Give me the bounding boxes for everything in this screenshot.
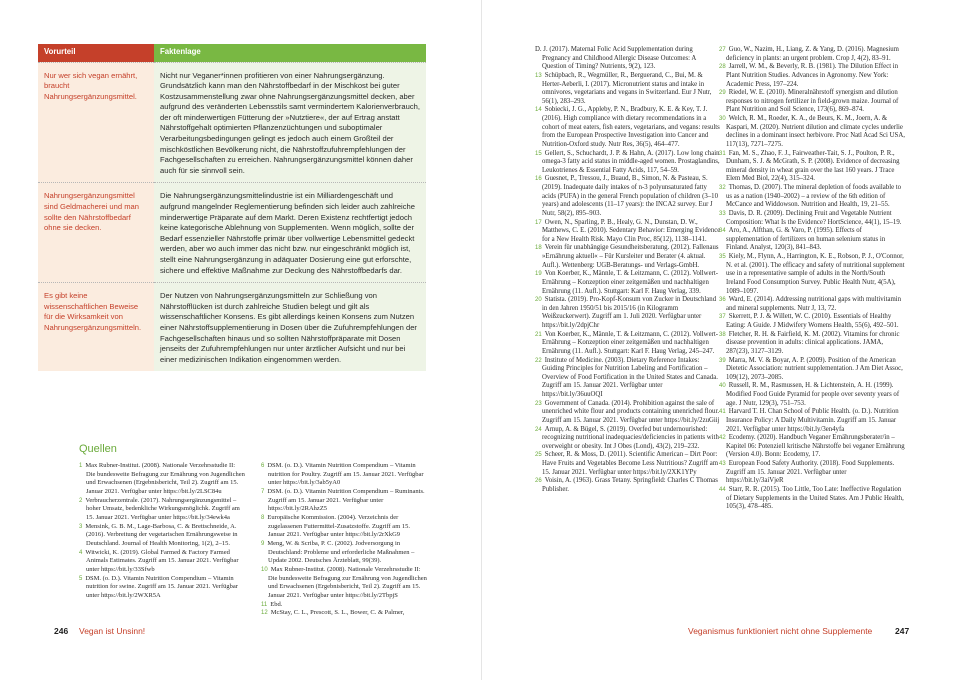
references-column-1 <box>535 46 721 495</box>
reference-number: 8 <box>261 514 268 521</box>
reference-entry <box>79 523 245 549</box>
reference-number: 31 <box>719 150 729 157</box>
reference-text: McStay, C. L., Prescott, S. L., Bower, C. & Palmer, <box>270 609 405 617</box>
reference-entry <box>719 357 905 383</box>
reference-entry <box>719 89 905 115</box>
header-facts: Faktenlage <box>154 44 426 62</box>
reference-number: 40 <box>719 383 729 390</box>
reference-text: Meng, W. & Scriba, P. C. (2002). Jodversorgung in Deutschland: Probleme und erforderliche Maßnahmen – Update 2002. Deutsches Ärzteblatt, 99(39). <box>267 539 415 565</box>
reference-text: Guesnet, P., Tressou, J., Buaud, B., Simon, N. & Pasteau, S. (2019). Inadequate daily intakes of n-3 polyunsaturated fatty acids (PUFA) in the general French population of children (3–10 years) and adolescents (11–17 years): the INCA2 survey. Eur J Nutr, 58(2), 895–903. <box>542 175 718 217</box>
reference-text: Witwicki, K. (2019). Global Farmed & Factory Farmed Animals Estimates. Zugriff am 15. Januar 2021. Verfügbar unter https://bit.ly/33Sfwb <box>85 548 239 573</box>
reference-text: Owen, N., Sparling, P. B., Healy, G. N., Dunstan, D. W., Matthews, C. E. (2010). Sedentary Behavior: Emerging Evidence for a New Health Risk. Mayo Clin Proc, 85(12), 1138–1141. <box>542 218 721 243</box>
reference-entry <box>79 462 245 497</box>
reference-number: 14 <box>535 107 545 114</box>
reference-text: Riedel, W. E. (2010). Mineralnährstoff synergism and dilution responses to nitrogen fertilizer in field-grown maize. Journal of Plant Nutrition and Soil Science, 173(6), 869–874. <box>726 89 899 114</box>
reference-entry <box>535 270 721 296</box>
table-row <box>38 62 426 183</box>
reference-number: 5 <box>79 575 86 582</box>
reference-text: Von Koerber, K., Männle, T. & Leitzmann, C. (2012). Vollwert-Ernährung – Konzeption einer zeitgemäßen und nachhaltigen Ernährung (11. Aufl.). Stuttgart: Karl F. Haug Verlag, 245–247. <box>542 330 719 355</box>
sources-heading: Quellen <box>79 443 117 455</box>
reference-entry <box>719 313 905 330</box>
reference-entry <box>535 175 721 218</box>
reference-entry <box>535 451 721 477</box>
reference-number: 44 <box>719 486 729 493</box>
reference-number: 15 <box>535 150 545 157</box>
reference-entry <box>535 400 721 426</box>
reference-number: 27 <box>719 47 729 53</box>
reference-entry <box>719 408 905 434</box>
reference-number: 10 <box>261 566 271 573</box>
reference-text: Welch, R. M., Roeder, K. A., de Beurs, K. M., Joern, A. & Kaspari, M. (2020). Nutrient dilution and climate cycles underlie declines in a dominant insect herbivore. Proc Natl Acad Sci USA, 117(13), 7271–7275. <box>726 115 905 148</box>
reference-text: Schüpbach, R., Wegmüller, R., Berguerand, C., Bui, M. & Herter-Aeberli, I. (2017). Micronutrient status and intake in omnivores, vegetarians and vegans in Switzerland. Eur J Nutr, 56(1), 283–293. <box>542 71 712 105</box>
reference-entry <box>535 357 721 400</box>
reference-text: Ecodemy. (2020). Handbuch Veganer Ernährungsberater/in – Kapitel 06: Potenziell kritische Nährstoffe bei veganer Ernährung (Version 4.0). Bonn: Ecodemy, 17. <box>726 434 905 459</box>
sources-column-1 <box>79 462 245 601</box>
reference-number: 11 <box>261 601 271 608</box>
running-title-right: Veganismus funktioniert nicht ohne Supplemente <box>688 626 873 636</box>
reference-entry <box>535 477 721 494</box>
reference-text: Starr, R. R. (2015). Too Little, Too Late: Ineffective Regulation of Dietary Supplements in the United States. Am J Public Health, 105(3), 478–485. <box>726 485 904 511</box>
reference-number: 43 <box>719 461 729 467</box>
reference-text: Kiely, M., Flynn, A., Harrington, K. E., Robson, P. J., O'Connor, N. et al. (2001). The efficacy and safety of nutritional supplement use in a representative sample of adults in the North/South Ireland Food Consumption Survey. Public Health Nutr, 4(5A), 1089–1097. <box>726 253 905 295</box>
reference-number: 42 <box>719 435 729 442</box>
reference-entry <box>535 72 721 107</box>
reference-entry <box>719 382 905 408</box>
reference-entry <box>719 296 905 313</box>
reference-number: 22 <box>535 357 545 364</box>
reference-number: 1 <box>79 463 86 469</box>
reference-entry <box>535 219 721 245</box>
reference-text: Scheer, R. & Moss, D. (2011). Scientific American – Dirt Poor: Have Fruits and Vegetables Become Less Nutritious? Zugriff am 15. Januar 2021. Verfügbar unter https://bit.ly/2XK1YPy <box>542 451 719 476</box>
reference-entry <box>719 210 905 227</box>
reference-entry <box>719 486 905 512</box>
reference-number: 6 <box>261 463 268 469</box>
reference-entry <box>79 549 245 575</box>
myths-facts-table <box>38 44 426 371</box>
reference-entry <box>535 150 721 176</box>
reference-entry <box>719 434 905 460</box>
reference-entry <box>719 460 905 486</box>
reference-text: Verein für unabhängige Gesundheitsberatung. (2012). Fallenaus »Ernährung aktuell« – Für Kursleiter und Berater (4. aktual. Aufl.). Wettenberg: UGB-Beratungs- und Verlags-GmbH. <box>542 244 719 269</box>
reference-number: 39 <box>719 357 729 364</box>
reference-text: Thomas, D. (2007). The mineral depletion of foods available to us as a nation (1940–2002) – a review of the 6th edition of McCance and Widdowson. Nutrition and Health, 19, 21–55. <box>726 184 902 209</box>
reference-number: 41 <box>719 409 729 416</box>
reference-number: 32 <box>719 185 729 191</box>
table-row <box>38 283 426 372</box>
fact-cell: Der Nutzen von Nahrungsergänzungsmitteln zur Schließung von Nährstofflücken ist durch zahlreiche Studien belegt und gilt als wissenschaftlicher Konsens. Es gibt allerdings keinen Konsens zum Nutzen einer Nährstoffsupplementierung in Dosen über die Zufuhrempfehlungen der Fachgesellschaften hinaus und so sollten Nährstoffpräparate mit Dosen jenseits der Zufuhrempfehlungen nur unter ärztlicher Aufsicht und nur bei einer medizinischen Indikation eingenommen werden. <box>154 283 426 372</box>
reference-number: 7 <box>261 488 268 495</box>
sources-column-2 <box>261 462 427 618</box>
reference-number: 24 <box>535 426 545 433</box>
reference-text: European Food Safety Authority. (2018). Food Supplements. Zugriff am 15. Januar 2021. Verfügbar unter https://bit.ly/3aiVjeR <box>726 460 895 485</box>
reference-entry <box>719 150 905 185</box>
reference-number: 3 <box>79 523 86 530</box>
myth-cell: Es gibt keine wissenschaftlichen Beweise für die Wirksamkeit von Nahrungsergänzungsmitteln. <box>38 283 154 372</box>
reference-entry <box>535 106 721 149</box>
reference-text: Fletcher, R. H. & Fairfield, K. M. (2002). Vitamins for chronic disease prevention in adults: clinical applications. JAMA, 287(23), 3127–3129. <box>726 330 900 355</box>
reference-entry <box>535 296 721 331</box>
reference-text: Jarrell, W. M., & Beverly, R. B. (1981). The Dilution Effect in Plant Nutrition Studies. Advances in Agronomy. New York: Academic Press, 197–224. <box>726 63 899 88</box>
reference-number: 16 <box>535 176 545 183</box>
reference-entry <box>535 331 721 357</box>
reference-entry <box>535 46 721 72</box>
reference-number: 37 <box>719 314 729 321</box>
reference-number: 30 <box>719 116 729 122</box>
reference-number: 38 <box>719 331 729 338</box>
reference-number: 20 <box>535 297 545 304</box>
reference-text: Voisin, A. (1963). Grass Tetany. Springfield: Charles C Thomas Publisher. <box>542 477 718 493</box>
reference-number: 17 <box>535 219 545 226</box>
reference-number: 35 <box>719 254 729 260</box>
reference-number: 28 <box>719 64 729 71</box>
table-row <box>38 183 426 283</box>
reference-number: 29 <box>719 90 729 97</box>
reference-number: 33 <box>719 210 729 217</box>
reference-number: 23 <box>535 400 545 407</box>
reference-number: 12 <box>261 610 271 617</box>
reference-number: 9 <box>261 540 268 547</box>
reference-entry <box>261 462 427 488</box>
fact-cell: Die Nahrungsergänzungsmittelindustrie ist ein Milliardengeschäft und aufgrund mangelnder Reglementierung befinden sich leider auch zahlreiche minderwertige Präparate auf dem Markt. Deren Existenz rechtfertigt jedoch keine kategorische Ablehnung von Supplementen. Wenn möglich, sollte der Bedarf essenzieller Nährstoffe primär über vollwertige Lebensmittel gedeckt werden, aber wo auch immer das nicht bzw. nur eingeschränkt möglich ist, stellt eine Nahrungsergänzung in adäquater Dosierung eine gut erforschte, sichere und effektive Maßnahme zur Deckung des Nährstoffbedarfs dar. <box>154 183 426 283</box>
reference-number: 21 <box>535 331 545 338</box>
reference-text: Statista. (2019). Pro-Kopf-Konsum von Zucker in Deutschland in den Jahren 1950/51 bis 2015/16 (in Kilogramm Weißzuckerwert). Zugriff am 1. Juli 2020. Verfügbar unter https://bit.ly/2dpjChr <box>542 296 717 329</box>
reference-entry <box>719 63 905 89</box>
reference-number: 36 <box>719 297 729 304</box>
reference-text: Institute of Medicine. (2003). Dietary Reference Intakes: Guiding Principles for Nutrition Labeling and Fortification – Overview of Food Fortification in the United States and Canada. Zugriff am 15. Januar 2021. Verfügbar unter https://bit.ly/36uuOQI <box>542 356 718 398</box>
reference-entry <box>719 184 905 210</box>
reference-number: 25 <box>535 452 545 459</box>
reference-text: Harvard T. H. Chan School of Public Health. (o. D.). Nutrition Insurance Policy: A Daily Multivitamin. Zugriff am 15. Januar 2021. Verfügbar unter https://bit.ly/3en4yfa <box>726 408 899 433</box>
reference-text: Guo, W., Nazim, H., Liang, Z. & Yang, D. (2016). Magnesium deficiency in plants: an urgent problem. Crop J, 4(2), 83–91. <box>726 46 899 62</box>
reference-entry <box>719 46 905 63</box>
reference-text: Max Rubner-Institut. (2008). Nationale Verzehrsstudie II: Die bundesweite Befragung zur Ernährung von Jugendlichen und Erwachsenen (Ergebnisbericht, Teil 2). Zugriff am 15. Januar 2021. Verfügbar unter https://bit.ly/2TbpjS <box>268 565 427 599</box>
reference-text: Russell, R. M., Rasmussen, H. & Lichtenstein, A. H. (1999). Modified Food Guide Pyramid for people over seventy years of age. J Nutr, 129(3), 751–753. <box>726 382 900 407</box>
reference-number: 26 <box>535 478 545 485</box>
running-title-left: Vegan ist Unsinn! <box>79 626 146 636</box>
reference-entry <box>79 497 245 523</box>
reference-number: 4 <box>79 549 86 556</box>
reference-number: 18 <box>535 245 545 252</box>
fact-cell: Nicht nur Veganer*innen profitieren von einer Nahrungsergänzung. Grundsätzlich kann man den Nährstoffbedarf in der Mischkost bei guter Kostzusammenstellung zwar ohne Nahrungsergänzungsmittel decken, aber aufgrund des veränderten Lebensstils samt vermindertem Kalorienverbrauch, der oft minderwertigen Fütterung der »Nutztiere«, der auf Ertrag anstatt Nährstoffgehalt optimierten Pflanzenzüchtungen und suboptimaler Verarbeitungsbedingungen gelingt es jedoch auch einem Großteil der mischköstlichen Bevölkerung nicht, die Nährstoffzufuhrempfehlungen der Fachgesellschaften zu erreichen. Nahrungsergänzungsmittel können daher auch für sie sinnvoll sein. <box>154 62 426 183</box>
reference-text: Skerrett, P. J. & Willett, W. C. (2010). Essentials of Healthy Eating: A Guide. J Midwifery Womens Health, 55(6), 492–501. <box>726 313 899 329</box>
reference-entry <box>261 601 427 610</box>
page-number-left: 246 <box>54 626 69 636</box>
myth-cell: Nur wer sich vegan ernährt, braucht Nahrungsergänzungsmittel. <box>38 62 154 183</box>
reference-entry <box>719 115 905 150</box>
reference-number: 19 <box>535 271 545 278</box>
reference-text: Gellert, S., Schuchardt, J. P. & Hahn, A. (2017). Low long chain omega-3 fatty acid status in middle-aged women. Prostaglandins, Leukotrienes & Essential Fatty Acids, 117, 54–59. <box>542 149 720 174</box>
reference-text: Ward, E. (2014). Addressing nutritional gaps with multivitamin and mineral supplements. Nutr J, 13, 72. <box>726 296 902 312</box>
reference-entry <box>261 514 427 540</box>
reference-entry <box>261 540 427 566</box>
references-column-2 <box>719 46 905 512</box>
reference-text: Arnup, A. & Bügel, S. (2019). Overfed but undernourished: recognizing nutritional inadequacies/deficiencies in patients with overweight or obesity. Int J Obes (Lond), 43(2), 219–232. <box>542 425 719 450</box>
reference-number: 13 <box>535 72 545 79</box>
reference-text: Sobiecki, J. G., Appleby, P. N., Bradbury, K. E. & Key, T. J. (2016). High compliance with dietary recommendations in a cohort of meat eaters, fish eaters, vegetarians, and vegans: results from the European Prospective Investigation into Cancer and Nutrition-Oxford study. Nutr Res, 36(5), 464–477. <box>542 106 720 148</box>
reference-number: 2 <box>79 497 86 504</box>
reference-text: Verbraucherzentrale. (2017). Nahrungsergänzungsmittel – hoher Umsatz, bedenkliche Wirkungsmöglichk. Zugriff am 15. Januar 2021. Verfügbar unter https://bit.ly/34ewk4a <box>85 496 240 521</box>
table-header-row <box>38 44 426 62</box>
reference-text: Von Koerber, K., Männle, T. & Leitzmann, C. (2012). Vollwert-Ernährung – Konzeption einer zeitgemäßen und nachhaltigen Ernährung (11. Aufl.). Stuttgart: Karl F. Haug Verlag, 339. <box>542 270 719 295</box>
header-myth: Vorurteil <box>38 44 154 62</box>
reference-entry <box>79 575 245 601</box>
reference-text: Europäische Kommission. (2004). Verzeichnis der zugelassenen Futtermittel-Zusatzstoffe. Zugriff am 15. Januar 2021. Verfügbar unter https://bit.ly/2rXkG9 <box>267 513 410 539</box>
reference-text: Ebd. <box>270 600 283 608</box>
reference-text: DSM. (o. D.). Vitamin Nutrition Compendium – Vitamin nutrition for swine. Zugriff am 15. Januar 2021. Verfügbar unter https://bit.ly/2WXR5A <box>85 574 238 599</box>
reference-number: 34 <box>719 228 729 235</box>
reference-text: Government of Canada. (2014). Prohibition against the sale of unenriched white flour and products containing unenriched flour. Zugriff am 15. Januar 2021. Verfügbar unter https://bit.ly/2zuGiij <box>542 399 720 424</box>
reference-text: D. J. (2017). Maternal Folic Acid Supplementation during Pregnancy and Childhood Allergic Disease Outcomes: A Question of Timing? Nutrients, 9(2), 123. <box>535 46 696 71</box>
reference-text: Marra, M. V. & Boyar, A. P. (2009). Position of the American Dietetic Association: nutrient supplementation. J Am Diet Assoc, 109(12), 2073–2085. <box>726 356 903 381</box>
reference-entry <box>535 244 721 270</box>
reference-entry <box>719 227 905 253</box>
reference-text: Fan, M. S., Zhao, F. J., Fairweather-Tait, S. J., Poulton, P. R., Dunham, S. J. & McGrath, S. P. (2008). Evidence of decreasing mineral density in wheat grain over the last 160 years. J Trace Elem Med Biol, 22(4), 315–324. <box>726 149 900 183</box>
reference-entry <box>261 566 427 601</box>
reference-text: DSM. (o. D.). Vitamin Nutrition Compendium – Vitamin nutrition for Poultry. Zugriff am 15. Januar 2021. Verfügbar unter https://bit.ly/3ab5yA0 <box>267 462 424 487</box>
myth-cell: Nahrungsergänzungsmittel sind Geldmacherei und man sollte den Nährstoffbedarf ohne sie decken. <box>38 183 154 283</box>
reference-entry <box>535 426 721 452</box>
reference-text: Davis, D. R. (2009). Declining Fruit and Vegetable Nutrient Composition: What Is the Evidence? HortScience, 44(1), 15–19. <box>726 209 902 226</box>
reference-text: Aro, A., Alfthan, G. & Varo, P. (1995). Effects of supplementation of fertilizers on human selenium status in Finland. Analyst, 120(3), 841–843. <box>726 227 886 252</box>
reference-text: Mensink, G. B. M., Lage-Barbosa, C. & Brettschneide, A. (2016). Verbreitung der vegetarischen Ernährungsweise in Deutschland. Journal of Health Monitoring, 1(2), 2–15. <box>85 522 238 547</box>
reference-entry <box>719 331 905 357</box>
reference-text: DSM. (o. D.). Vitamin Nutrition Compendium – Ruminants. Zugriff am 15. Januar 2021. Verfügbar unter https://bit.ly/2RAhzZ5 <box>267 487 425 513</box>
reference-entry <box>261 609 427 618</box>
reference-entry <box>261 488 427 514</box>
reference-entry <box>719 253 905 296</box>
page-number-right: 247 <box>895 626 910 636</box>
reference-text: Max Rubner-Institut. (2008). Nationale Verzehrsstudie II: Die bundesweite Befragung zur Ernährung von Jugendlichen und Erwachsenen (Ergebnisbericht, Teil 2). Zugriff am 15. Januar 2021. Verfügbar unter https://bit.ly/2LSC84u <box>85 462 245 495</box>
